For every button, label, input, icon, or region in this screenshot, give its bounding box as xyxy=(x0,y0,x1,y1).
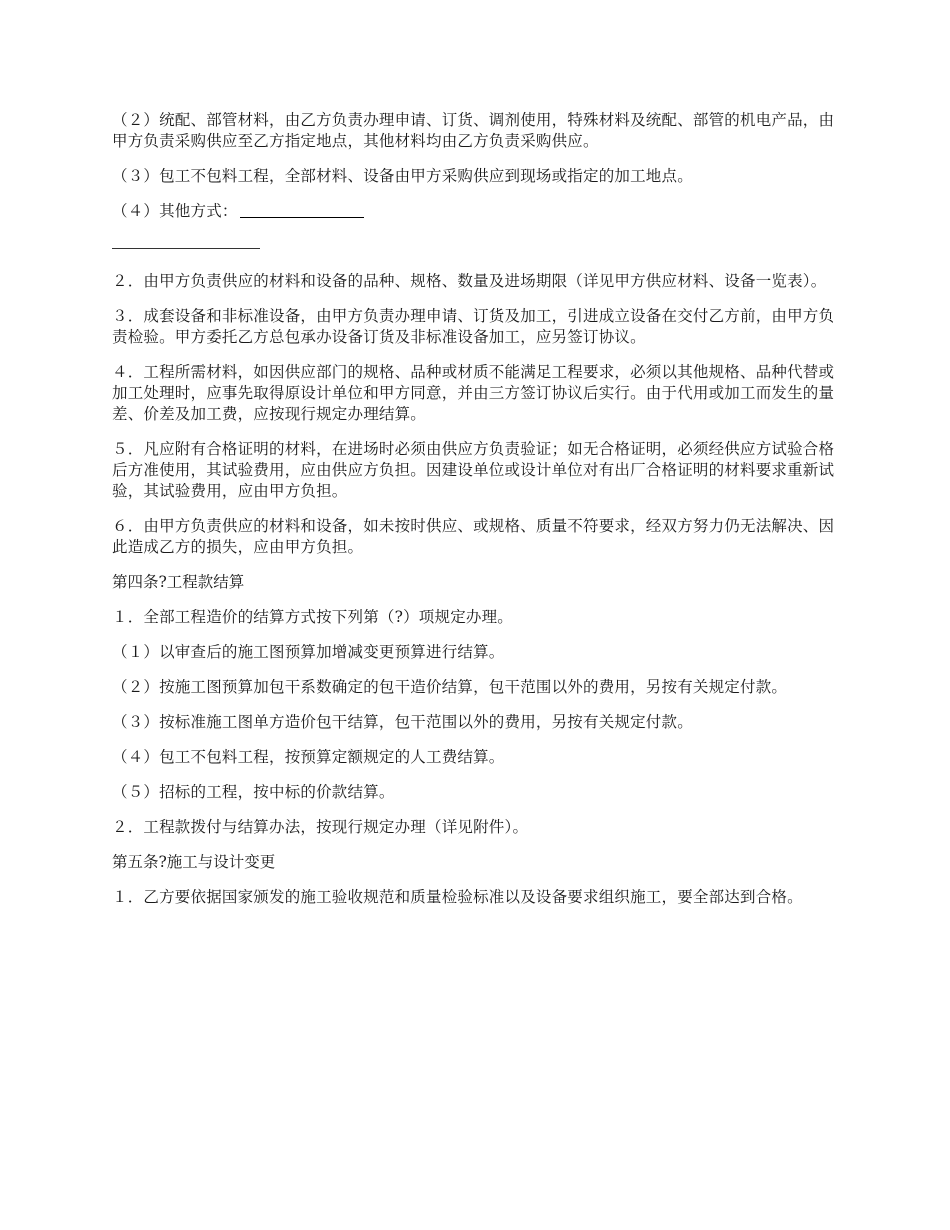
paragraph-settlement-1: １．全部工程造价的结算方式按下列第（?）项规定办理。 xyxy=(112,608,514,626)
fill-in-line xyxy=(112,248,260,249)
other-method-label: （４）其他方式： xyxy=(112,202,238,220)
paragraph-item-4: ４．工程所需材料，如因供应部门的规格、品种或材质不能满足工程要求，必须以其他规格、品种代替或加工处理时，应事先取得原设计单位和甲方同意，并由三方签订协议后实行。由于代用或加工而发生的量差、价差及加工费，应按现行规定办理结算。 xyxy=(112,363,835,423)
document-page xyxy=(112,110,840,922)
paragraph-item-5: ５．凡应附有合格证明的材料，在进场时必须由供应方负责验证；如无合格证明，必须经供应方试验合格后方准使用，其试验费用，应由供应方负担。因建设单位或设计单位对有出厂合格证明的材料要求重新试验，其试验费用，应由甲方负担。 xyxy=(112,440,835,500)
paragraph-item-3: ３．成套设备和非标准设备，由甲方负责办理申请、订货及加工，引进成立设备在交付乙方前，由甲方负责检验。甲方委托乙方总包承办设备订货及非标准设备加工，应另签订协议。 xyxy=(112,307,835,346)
other-method-blank xyxy=(240,201,364,218)
paragraph-construction-1: １．乙方要依据国家颁发的施工验收规范和质量检验标准以及设备要求组织施工，要全部达到合格。 xyxy=(112,888,803,906)
paragraph-settlement-option-4: （４）包工不包料工程，按预算定额规定的人工费结算。 xyxy=(112,748,505,766)
section-heading-article-5: 第五条?施工与设计变更 xyxy=(112,853,276,871)
paragraph-labor-only: （３）包工不包料工程，全部材料、设备由甲方采购供应到现场或指定的加工地点。 xyxy=(112,167,693,185)
paragraph-settlement-option-3: （３）按标准施工图单方造价包干结算，包干范围以外的费用，另按有关规定付款。 xyxy=(112,713,693,731)
section-heading-article-4: 第四条?工程款结算 xyxy=(112,573,245,591)
paragraph-settlement-option-1: （１）以审查后的施工图预算加增减变更预算进行结算。 xyxy=(112,643,505,661)
paragraph-settlement-option-2: （２）按施工图预算加包干系数确定的包干造价结算，包干范围以外的费用，另按有关规定付款。 xyxy=(112,678,788,696)
paragraph-item-2: ２．由甲方负责供应的材料和设备的品种、规格、数量及进场期限（详见甲方供应材料、设备一览表）。 xyxy=(112,272,827,290)
paragraph-settlement-option-5: （５）招标的工程，按中标的价款结算。 xyxy=(112,783,395,801)
paragraph-materials-allocation: （２）统配、部管材料，由乙方负责办理申请、订货、调剂使用，特殊材料及统配、部管的机电产品，由甲方负责采购供应至乙方指定地点，其他材料均由乙方负责采购供应。 xyxy=(112,111,835,150)
paragraph-settlement-2: ２．工程款拨付与结算办法，按现行规定办理（详见附件）。 xyxy=(112,818,529,836)
paragraph-other-method xyxy=(112,201,840,222)
paragraph-item-6: ６．由甲方负责供应的材料和设备，如未按时供应、或规格、质量不符要求，经双方努力仍无法解决、因此造成乙方的损失，应由甲方负担。 xyxy=(112,517,835,556)
